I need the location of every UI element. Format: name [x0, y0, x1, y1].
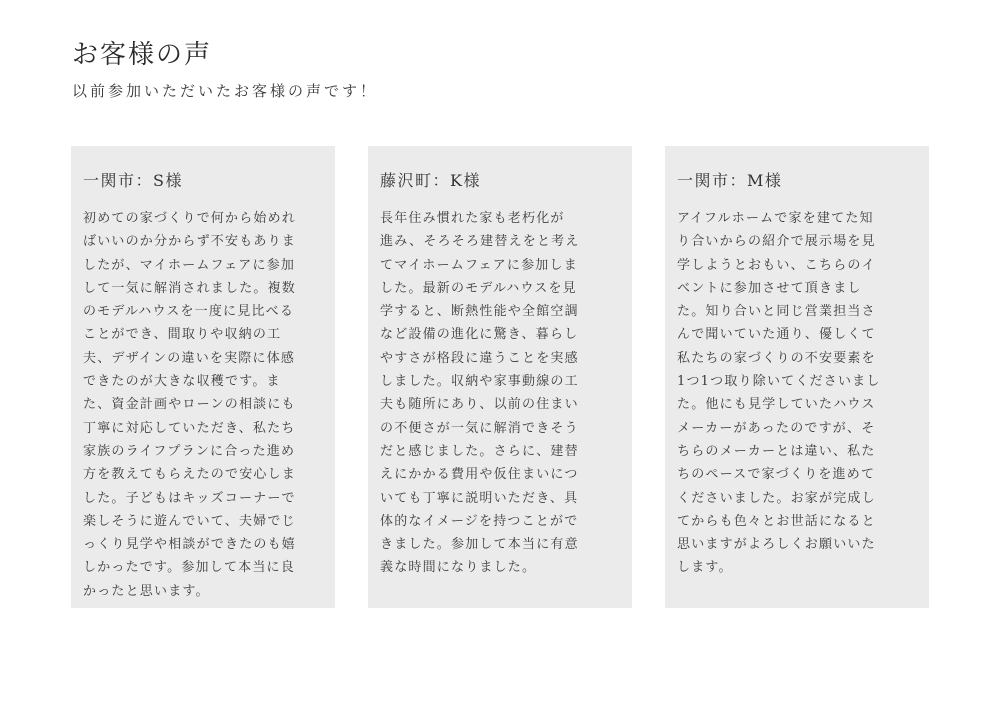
testimonial-line: 1つ1つ取り除いてくださいまし	[677, 374, 881, 390]
testimonial-line: 方を教えてもらえたので安心しま	[83, 467, 297, 483]
testimonial-card	[665, 146, 929, 608]
testimonial-line: てからも色々とお世話になると	[677, 513, 876, 529]
testimonial-line: しかったです。参加して本当に良	[83, 560, 295, 576]
testimonial-line: ちらのメーカーとは違い、私た	[677, 443, 876, 459]
testimonial-card-title: 一関市：S様	[83, 171, 183, 190]
testimonial-line: できたのが大きな収穫です。ま	[83, 374, 281, 390]
testimonial-line: た、資金計画やローンの相談にも	[83, 397, 296, 413]
testimonial-line: ことができ、間取りや収納の工	[83, 327, 282, 343]
testimonial-line: てマイホームフェアに参加しま	[380, 257, 578, 273]
testimonial-line: ばいいのか分からず不安もありま	[83, 234, 297, 250]
testimonial-line: 夫も随所にあり、以前の住まい	[380, 397, 579, 413]
testimonial-line: っくり見学や相談ができたのも嬉	[83, 537, 297, 553]
testimonial-line: た。知り合いと同じ営業担当さ	[677, 304, 876, 320]
testimonial-line: 丁寧に対応していただき、私たち	[83, 420, 296, 436]
testimonial-line: 体的なイメージを持つことがで	[380, 513, 579, 529]
testimonial-line: 思いますがよろしくお願いいた	[677, 537, 876, 553]
testimonial-line: して一気に解消されました。複数	[83, 280, 297, 296]
testimonial-line: り合いからの紹介で展示場を見	[677, 234, 876, 250]
testimonial-card	[71, 146, 335, 608]
testimonial-card-body	[677, 207, 919, 580]
testimonial-line: 義な時間になりました。	[380, 560, 537, 576]
testimonial-line: ベントに参加させて頂きまし	[677, 280, 862, 296]
testimonial-card	[368, 146, 632, 608]
testimonial-line: します。	[677, 560, 733, 576]
testimonial-line: 進み、そろそろ建替えをと考え	[380, 234, 580, 250]
page-title: お客様の声	[72, 40, 213, 70]
testimonial-line: 家族のライフプランに合った進め	[83, 443, 296, 459]
testimonial-line: アイフルホームで家を建てた知	[677, 211, 874, 226]
testimonial-line: だと感じました。さらに、建替	[380, 443, 579, 459]
testimonial-line: 学しようとおもい、こちらのイ	[677, 257, 876, 273]
testimonial-line: しました。収納や家事動線の工	[380, 374, 579, 390]
testimonial-line: 楽しそうに遊んでいて、夫婦でじ	[83, 513, 296, 529]
testimonial-line: んで聞いていた通り、優しくて	[677, 327, 876, 343]
testimonial-line: かったと思います。	[83, 583, 210, 599]
testimonial-line: えにかかる費用や仮住まいにつ	[380, 467, 579, 483]
testimonial-line: くださいました。お家が完成し	[677, 490, 876, 506]
testimonial-line: の不便さが一気に解消できそう	[380, 420, 579, 436]
testimonial-line: 夫、デザインの違いを実際に体感	[83, 350, 296, 366]
testimonial-line: のモデルハウスを一度に見比べる	[83, 304, 295, 320]
testimonial-line: 私たちの家づくりの不安要素を	[677, 350, 876, 366]
testimonial-line: メーカーがあったのですが、そ	[677, 420, 876, 436]
testimonial-card-title: 一関市：M様	[677, 171, 783, 190]
testimonial-line: きました。参加して本当に有意	[380, 537, 579, 553]
testimonial-line: 初めての家づくりで何から始めれ	[83, 211, 297, 226]
testimonial-line: した。子どもはキッズコーナーで	[83, 490, 296, 506]
testimonial-line: 長年住み慣れた家も老朽化が	[380, 211, 565, 226]
testimonial-line: ちのペースで家づくりを進めて	[677, 467, 876, 483]
testimonial-line: いても丁寧に説明いただき、具	[380, 490, 579, 506]
testimonial-card-body	[380, 207, 622, 580]
testimonial-line: やすさが格段に違うことを実感	[380, 350, 579, 366]
testimonial-line: した。最新のモデルハウスを見	[380, 280, 577, 296]
testimonial-line: た。他にも見学していたハウス	[677, 397, 876, 413]
testimonial-line: など設備の進化に驚き、暮らし	[380, 327, 579, 343]
page-subtitle: 以前参加いただいたお客様の声です！	[72, 82, 379, 100]
testimonial-line: 学すると、断熱性能や全館空調	[380, 304, 579, 320]
testimonial-card-title: 藤沢町：K様	[380, 171, 481, 190]
testimonial-line: したが、マイホームフェアに参加	[83, 257, 296, 273]
testimonial-card-body	[83, 207, 325, 603]
